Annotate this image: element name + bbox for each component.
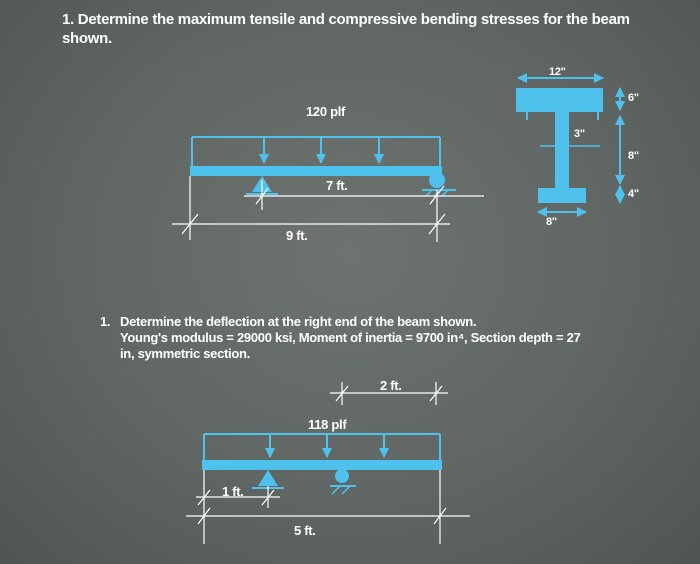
beam2-span-label: 5 ft. (294, 523, 316, 538)
beam2-diagram (186, 382, 470, 544)
problem1-number: 1. (62, 11, 74, 28)
beam2-roller-support (330, 469, 356, 494)
beam2-load-label: 118 plf (308, 417, 347, 432)
beam1-distributed-load (192, 137, 440, 168)
beam2-distributed-load (204, 434, 440, 462)
section-top-flange (516, 88, 603, 112)
section-web (555, 112, 569, 188)
problem2-line2: Young's modulus = 29000 ksi, Moment of inertia = 9700 in⁴, Section depth = 27 (120, 330, 581, 345)
beam2-dimensions (186, 470, 470, 544)
section-bottom-thickness-label: 4" (628, 188, 639, 200)
section-web-height-label: 8" (628, 150, 639, 162)
problem2-line1: Determine the deflection at the right end of the beam shown. (120, 314, 477, 329)
beam1-total-span-label: 9 ft. (286, 228, 308, 243)
section-bottom-width-label: 8" (546, 216, 557, 228)
beam2-member (202, 460, 442, 470)
section-flange-thickness-label: 6" (628, 92, 639, 104)
beam1-inner-span-label: 7 ft. (326, 178, 348, 193)
section-bottom-flange (538, 188, 586, 203)
problem1-text: Determine the maximum tensile and compressive bending stresses for the beam shown. (62, 11, 630, 47)
beam2-left-dim-label: 1 ft. (222, 484, 244, 499)
section-flange-width-label: 12" (549, 66, 566, 78)
beam2-overhang-label: 2 ft. (380, 378, 402, 393)
beam2-pin-support (252, 470, 284, 488)
tee-cross-section (516, 78, 620, 212)
beam1-member (190, 166, 442, 176)
problem2-line3: in, symmetric section. (120, 346, 250, 361)
problem2-number: 1. (100, 314, 111, 329)
section-web-width-label: 3" (574, 128, 585, 140)
beam1-load-label: 120 plf (306, 104, 346, 119)
